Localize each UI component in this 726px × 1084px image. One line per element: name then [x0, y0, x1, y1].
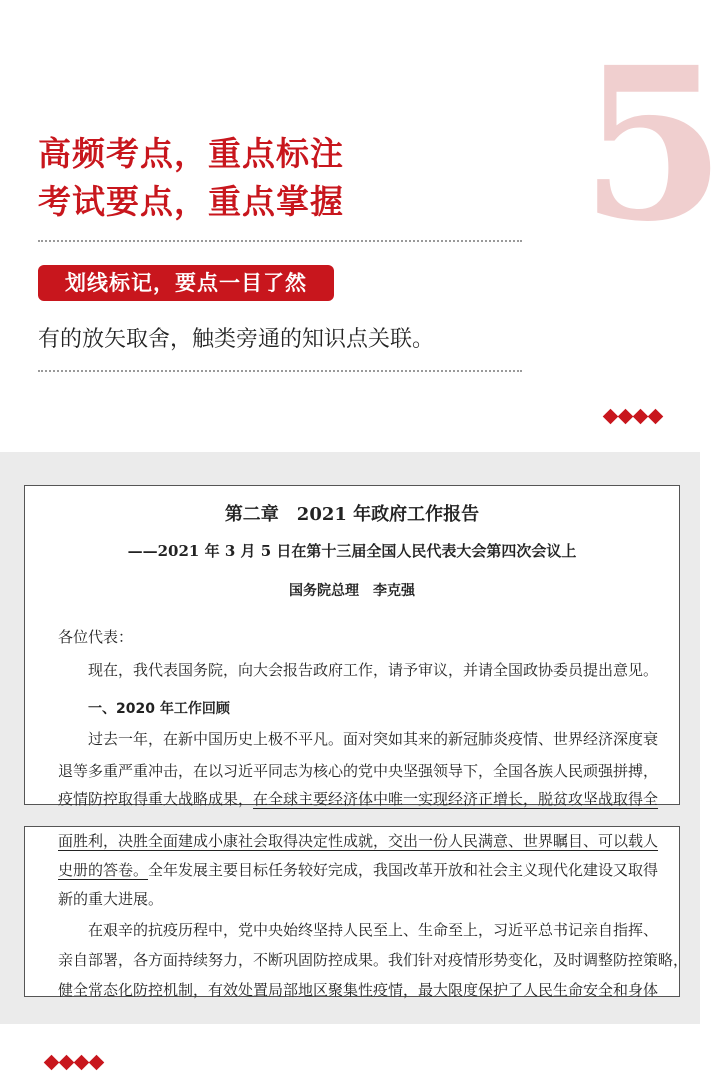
diamond-icon [648, 409, 664, 425]
subline-text: 有的放矢取舍，触类旁通的知识点关联。 [38, 327, 435, 352]
document-author: 国务院总理 李克强 [289, 583, 415, 599]
header-section [0, 0, 726, 452]
headline-2: 考试要点，重点掌握 [38, 182, 344, 221]
diamond-icon [59, 1055, 75, 1071]
paragraph-line [58, 859, 658, 880]
diamond-ornament [46, 1057, 102, 1068]
greeting: 各位代表： [58, 628, 134, 646]
diamond-ornament [605, 411, 661, 422]
diamond-icon [44, 1055, 60, 1071]
intro-paragraph: 现在，我代表国务院，向大会报告政府工作，请予审议，并请全国政协委员提出意见。 [88, 661, 659, 679]
paragraph-line: 在艰辛的抗疫历程中，党中央始终坚持人民至上、生命至上，习近平总书记亲自指挥、 [88, 921, 659, 939]
paragraph-text: 全年发展主要目标任务较好完成，我国改革开放和社会主义现代化建设又取得 [148, 861, 659, 879]
section-heading: 一、2020 年工作回顾 [88, 701, 230, 717]
footer-section [0, 1024, 700, 1084]
paragraph-line [58, 788, 658, 809]
diamond-icon [74, 1055, 90, 1071]
underlined-key-point: 在全球主要经济体中唯一实现经济正增长，脱贫攻坚战取得全 [253, 790, 659, 808]
paragraph-line: 退等多重严重冲击，在以习近平同志为核心的党中央坚强领导下，全国各族人民顽强拼搏， [58, 762, 659, 780]
highlight-badge: 划线标记，要点一目了然 [38, 265, 334, 301]
diamond-icon [633, 409, 649, 425]
document-subtitle: ——2021 年 3 月 5 日在第十三届全国人民代表大会第四次会议上 [127, 542, 577, 560]
chapter-number: 5 [580, 21, 726, 268]
diamond-icon [618, 409, 634, 425]
diamond-icon [603, 409, 619, 425]
dotted-divider [38, 240, 522, 242]
underlined-key-point: 史册的答卷。 [58, 861, 149, 879]
diamond-icon [89, 1055, 105, 1071]
document-excerpt-1 [24, 485, 680, 808]
headline-1: 高频考点，重点标注 [38, 134, 344, 173]
paragraph-line: 新的重大进展。 [58, 890, 164, 908]
paragraph-line: 过去一年，在新中国历史上极不平凡。面对突如其来的新冠肺炎疫情、世界经济深度衰 [88, 730, 659, 748]
paragraph-text: 疫情防控取得重大战略成果， [58, 790, 254, 808]
paragraph-line: 健全常态化防控机制，有效处置局部地区聚集性疫情，最大限度保护了人民生命安全和身体 [58, 981, 659, 999]
dotted-divider [38, 370, 522, 372]
paragraph-line: 亲自部署，各方面持续努力，不断巩固防控成果。我们针对疫情形势变化，及时调整防控策略， [58, 951, 689, 969]
document-excerpt-2 [24, 826, 689, 999]
document-title: 第二章 2021 年政府工作报告 [224, 504, 480, 525]
underlined-key-point: 面胜利，决胜全面建成小康社会取得决定性成就，交出一份人民满意、世界瞩目、可以载人 [58, 832, 659, 850]
